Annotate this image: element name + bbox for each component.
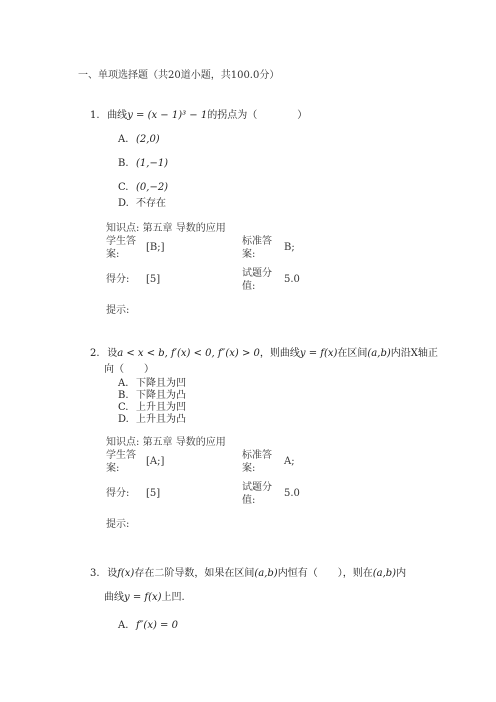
option-a[interactable] [90, 132, 430, 148]
hint-label: 提示: [106, 305, 130, 316]
score-row [106, 267, 416, 293]
standard-answer-value: B; [284, 242, 295, 253]
stem-text: 内 [396, 568, 407, 579]
answer-row [106, 235, 416, 261]
hint-label: 提示: [106, 519, 130, 530]
question-2 [90, 346, 438, 530]
standard-answer-value: A; [284, 456, 295, 467]
stem-text: 内沿X轴正 [390, 348, 438, 359]
stem-text: 曲线 [107, 110, 128, 121]
question-number: 3. [90, 568, 100, 579]
question-stem [90, 108, 430, 124]
knowledge-label: 知识点: [106, 223, 140, 234]
score-value: [5] [146, 274, 161, 285]
option-d[interactable] [90, 196, 430, 212]
option-c[interactable] [90, 402, 430, 414]
student-answer-value: [A;] [146, 456, 165, 467]
stem-formula: (a,b) [367, 348, 391, 359]
answer-info [106, 222, 416, 316]
option-label: A. [118, 620, 129, 631]
option-label: C. [118, 182, 129, 193]
question-score-label: 试题分值: [242, 482, 272, 506]
stem-text: 的拐点为（ ） [207, 110, 308, 121]
option-a[interactable] [90, 378, 430, 390]
option-text: (2,0) [136, 134, 160, 145]
answer-row [106, 449, 416, 475]
knowledge-value: 第五章 导数的应用 [142, 437, 226, 448]
stem-formula: y = (x − 1)³ − 1 [127, 110, 208, 121]
option-text: 上升且为凹 [136, 402, 186, 413]
option-text: (0,−2) [136, 182, 169, 193]
stem-formula: (a,b) [254, 568, 278, 579]
option-label: B. [118, 158, 129, 169]
option-label: C. [118, 402, 129, 413]
knowledge-value: 第五章 导数的应用 [142, 223, 226, 234]
option-text: (1,−1) [136, 158, 169, 169]
stem-text: 设 [107, 568, 118, 579]
option-text: 不存在 [136, 198, 166, 209]
stem-text: ，则曲线 [259, 348, 300, 359]
option-text: 下降且为凹 [136, 378, 186, 389]
stem-formula: (a,b) [372, 568, 397, 579]
standard-answer-label: 标准答案: [242, 236, 272, 260]
stem-formula: y = f(x) [299, 348, 338, 359]
section-title: 一、单项选择题（共20道小题，共100.0分） [78, 70, 280, 81]
stem-text: 内恒有（ ），则在 [277, 568, 373, 579]
question-stem [90, 346, 438, 362]
question-stem-line2: 向（ ） [104, 364, 154, 375]
question-number: 2. [90, 348, 100, 359]
stem-text: 在区间 [337, 348, 368, 359]
stem-formula: f(x) [117, 568, 135, 579]
student-answer-label: 学生答案: [106, 236, 136, 260]
score-row [106, 481, 416, 507]
question-number: 1. [90, 110, 100, 121]
student-answer-value: [B;] [146, 242, 165, 253]
option-label: A. [118, 134, 129, 145]
stem-text: 曲线 [104, 592, 124, 603]
question-1 [90, 108, 430, 316]
score-value: [5] [146, 488, 161, 499]
stem-text: 设 [107, 348, 118, 359]
score-label: 得分: [106, 274, 130, 285]
option-b[interactable] [90, 156, 430, 172]
option-label: D. [118, 198, 129, 209]
knowledge-point [106, 222, 416, 235]
stem-formula: y = f(x) [124, 592, 162, 603]
option-label: D. [118, 414, 129, 425]
option-text: 下降且为凸 [136, 390, 186, 401]
option-b[interactable] [90, 390, 430, 402]
option-label: B. [118, 390, 129, 401]
question-score-value: 5.0 [284, 274, 300, 285]
option-text: 上升且为凸 [136, 414, 186, 425]
question-stem-line2 [90, 590, 430, 606]
option-text: f″(x) = 0 [136, 620, 178, 631]
stem-text: 存在二阶导数，如果在区间 [134, 568, 255, 579]
knowledge-point [106, 436, 416, 449]
option-a[interactable] [90, 618, 430, 634]
question-score-label: 试题分值: [242, 268, 272, 292]
question-stem [90, 566, 430, 582]
option-c[interactable] [90, 180, 430, 196]
option-d[interactable] [90, 414, 430, 426]
stem-text: 上凹. [161, 592, 185, 603]
student-answer-label: 学生答案: [106, 450, 136, 474]
standard-answer-label: 标准答案: [242, 450, 272, 474]
option-label: A. [118, 378, 129, 389]
stem-formula: a < x < b, f′(x) < 0, f″(x) > 0 [117, 348, 260, 359]
knowledge-label: 知识点: [106, 437, 140, 448]
score-label: 得分: [106, 488, 130, 499]
question-3 [90, 566, 430, 634]
question-score-value: 5.0 [284, 488, 300, 499]
answer-info [106, 436, 416, 530]
